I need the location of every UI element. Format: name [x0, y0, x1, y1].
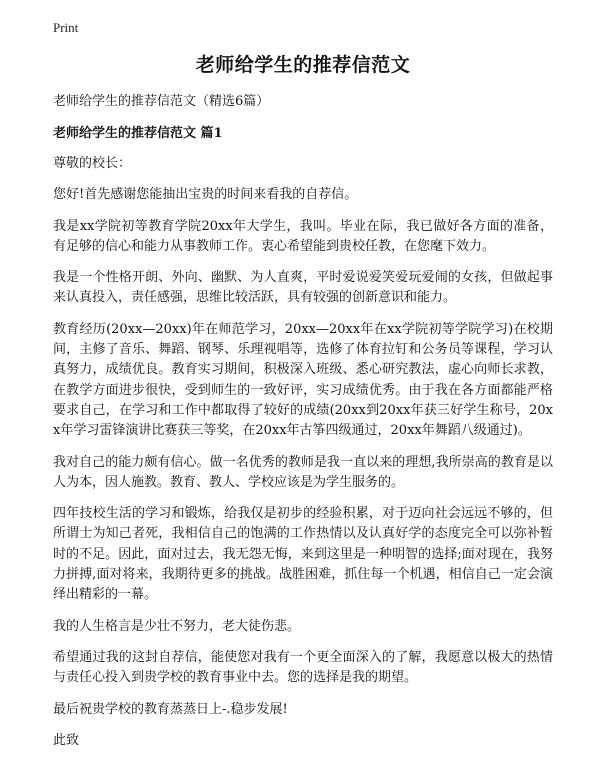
- paragraph-10: 此致: [53, 732, 80, 748]
- paragraph-8: 希望通过我的这封自荐信，能使您对我有一个更全面深入的了解，我愿意以极大的热情与责任心投入到贵学校的教育事业中去。您的选择是我的期望。: [53, 649, 553, 686]
- paragraph-9: 最后祝贵学校的教育蒸蒸日上-.稳步发展!: [53, 701, 288, 717]
- document-subtitle: 老师给学生的推荐信范文（精选6篇）: [53, 94, 270, 109]
- paragraph-3: 我是一个性格开朗、外向、幽默、为人直爽，平时爱说爱笑爱玩爱闹的女孩，但做起事来认真投入，责任感强，思维比较活跃，具有较强的创新意识和能力。: [53, 270, 553, 306]
- paragraph-2: 我是xx学院初等教育学院20xx年大学生，我叫。毕业在际，我已做好各方面的准备，有足够的信心和能力从事教师工作。衷心希望能到贵校任教，在您麾下效力。: [53, 218, 553, 254]
- document-page: [53, 52, 553, 762]
- section-heading: 老师给学生的推荐信范文 篇1: [53, 126, 223, 141]
- paragraph-7: 我的人生格言是少壮不努力，老大徒伤悲。: [53, 618, 301, 634]
- letter-greeting: 尊敬的校长：: [53, 156, 132, 171]
- document-title: 老师给学生的推荐信范文: [195, 54, 411, 76]
- paragraph-4: 教育经历(20xx—20xx)年在师范学习，20xx—20xx年在xx学院初等学院学习)在校期间，主修了音乐、舞蹈、钢琴、乐理视唱等，选修了体育拉钉和公务员等课程，学习认真努力，成绩优良。教育实习期间，积极深入班级、悉心研究教法，虚心向师长求教，在教学方面进步很快，受到师生的一致好评，实习成绩优秀。由于我在各方面都能严格要求自己，在学习和工作中都取得了较好的成绩(20xx到20xx年获三好学生称号，20xx年学习雷锋演讲比赛获三等奖，在20xx年古筝四级通过，20xx年舞蹈八级通过)。: [53, 321, 553, 439]
- paragraph-1: 您好!首先感谢您能抽出宝贵的时间来看我的自荐信。: [53, 187, 358, 203]
- print-label: Print: [53, 20, 79, 35]
- paragraph-5: 我对自己的能力颇有信心。做一名优秀的教师是我一直以来的理想,我所崇高的教育是以人为本，因人施教。教育、教人、学校应该是为学生服务的。: [53, 454, 553, 490]
- paragraph-6: 四年技校生活的学习和锻炼，给我仅是初步的经验积累，对于迈向社会远远不够的，但所谓士为知己者死，我相信自己的饱满的工作热情以及认真好学的态度完全可以弥补暂时的不足。因此，面对过去，我无怨无悔，来到这里是一种明智的选择;面对现在，我努力拼搏,面对将来，我期待更多的挑战。战胜困难，抓住每一个机遇，相信自己一定会演绎出精彩的一幕。: [53, 506, 553, 603]
